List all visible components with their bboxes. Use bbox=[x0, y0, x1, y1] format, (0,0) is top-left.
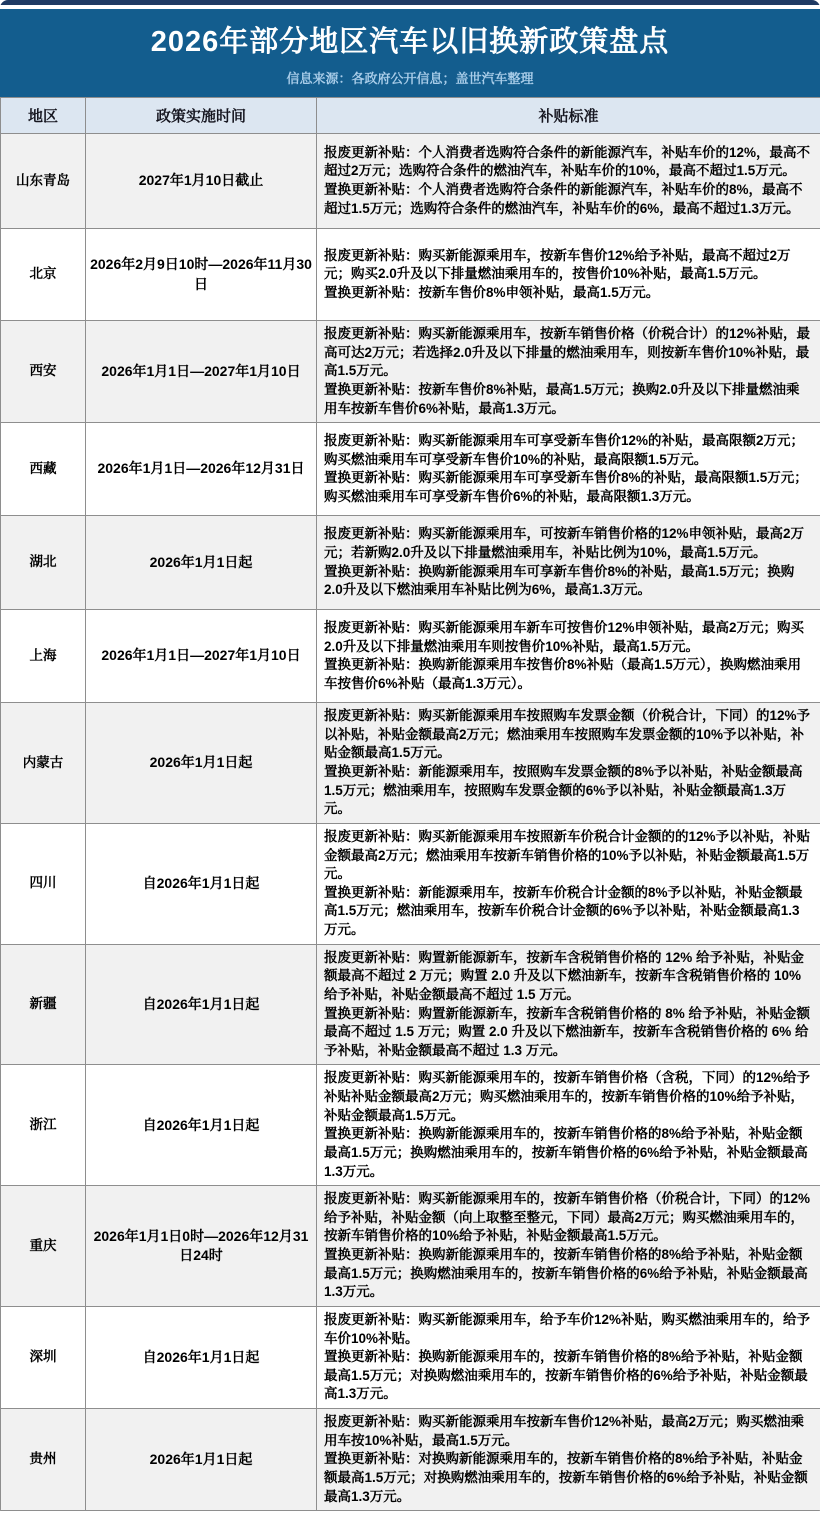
replace-subsidy-line: 置换更新补贴：新能源乘用车，按新车价税合计金额的8%予以补贴，补贴金额最高1.5万元；燃油乘用车，按新车价税合计金额的6%予以补贴，补贴金额最高1.3万元。 bbox=[324, 884, 813, 940]
header-row bbox=[1, 98, 820, 134]
replace-subsidy-line: 置换更新补贴：购买新能源乘用车可享受新车售价8%的补贴，最高限额1.5万元；购买燃油乘用车可享受新车售价6%的补贴，最高限额1.3万元。 bbox=[324, 469, 813, 506]
scrap-subsidy-line: 报废更新补贴：购买新能源乘用车按照购车发票金额（价税合计，下同）的12%予以补贴，补贴金额最高2万元；燃油乘用车按照购车发票金额的10%予以补贴，补贴金额最高1.5万元。 bbox=[324, 707, 813, 763]
table-row bbox=[1, 703, 820, 824]
region-cell: 贵州 bbox=[1, 1409, 86, 1511]
scrap-subsidy-line: 报废更新补贴：购买新能源乘用车按照新车价税合计金额的的12%予以补贴，补贴金额最高2万元；燃油乘用车按新车销售价格的10%予以补贴，补贴金额最高1.5万元。 bbox=[324, 828, 813, 884]
replace-subsidy-line: 置换更新补贴：换购新能源乘用车的，按新车销售价格的8%给予补贴，补贴金额最高1.5万元；换购燃油乘用车的，按新车销售价格的6%给予补贴，补贴金额最高1.3万元。 bbox=[324, 1246, 813, 1302]
subsidy-cell bbox=[317, 703, 820, 824]
replace-subsidy-line: 置换更新补贴：对换购新能源乘用车的，按新车销售价格的8%给予补贴，补贴金额最高1.5万元；对换购燃油乘用车的，按新车销售价格的6%给予补贴，补贴金额最高1.3万元。 bbox=[324, 1450, 813, 1506]
period-cell: 2026年1月1日起 bbox=[86, 703, 317, 824]
period-cell: 自2026年1月1日起 bbox=[86, 944, 317, 1065]
period-cell: 2026年1月1日—2027年1月10日 bbox=[86, 321, 317, 423]
table-row bbox=[1, 134, 820, 229]
region-cell: 浙江 bbox=[1, 1065, 86, 1186]
region-cell: 西藏 bbox=[1, 423, 86, 516]
subsidy-cell bbox=[317, 516, 820, 610]
replace-subsidy-line: 置换更新补贴：新能源乘用车，按照购车发票金额的8%予以补贴，补贴金额最高1.5万元；燃油乘用车，按照购车发票金额的6%予以补贴，补贴金额最高1.3万元。 bbox=[324, 763, 813, 819]
subsidy-cell bbox=[317, 134, 820, 229]
period-cell: 2026年2月9日10时—2026年11月30日 bbox=[86, 229, 317, 321]
period-cell: 2026年1月1日起 bbox=[86, 516, 317, 610]
region-cell: 西安 bbox=[1, 321, 86, 423]
region-cell: 山东青岛 bbox=[1, 134, 86, 229]
column-header-subsidy: 补贴标准 bbox=[317, 98, 820, 134]
table-row bbox=[1, 823, 820, 944]
table-row bbox=[1, 944, 820, 1065]
scrap-subsidy-line: 报废更新补贴：购买新能源乘用车新车可按售价12%申领补贴，最高2万元；购买2.0升及以下排量燃油乘用车则按售价10%补贴，最高1.5万元。 bbox=[324, 619, 813, 656]
period-cell: 2026年1月1日起 bbox=[86, 1409, 317, 1511]
page-title: 2026年部分地区汽车以旧换新政策盘点 bbox=[151, 19, 670, 60]
scrap-subsidy-line: 报废更新补贴：购买新能源乘用车，给予车价12%补贴，购买燃油乘用车的，给予车价10%补贴。 bbox=[324, 1311, 813, 1348]
table-row bbox=[1, 516, 820, 610]
period-cell: 2026年1月1日—2026年12月31日 bbox=[86, 423, 317, 516]
scrap-subsidy-line: 报废更新补贴：购买新能源乘用车的，按新车销售价格（含税，下同）的12%给予补贴补贴金额最高2万元；购买燃油乘用车的，按新车销售价格的10%给予补贴，补贴金额最高1.5万元。 bbox=[324, 1069, 813, 1125]
scrap-subsidy-line: 报废更新补贴：个人消费者选购符合条件的新能源汽车，补贴车价的12%，最高不超过2万元；选购符合条件的燃油汽车，补贴车价的10%，最高不超过1.5万元。 bbox=[324, 144, 813, 181]
period-cell: 自2026年1月1日起 bbox=[86, 1306, 317, 1408]
region-cell: 深圳 bbox=[1, 1306, 86, 1408]
scrap-subsidy-line: 报废更新补贴：购买新能源乘用车按新车售价12%补贴，最高2万元；购买燃油乘用车按10%补贴，最高1.5万元。 bbox=[324, 1413, 813, 1450]
region-cell: 上海 bbox=[1, 610, 86, 703]
subsidy-cell bbox=[317, 229, 820, 321]
replace-subsidy-line: 置换更新补贴：换购新能源乘用车的，按新车销售价格的8%给予补贴，补贴金额最高1.5万元；换购燃油乘用车的，按新车销售价格的6%给予补贴，补贴金额最高1.3万元。 bbox=[324, 1125, 813, 1181]
table-row bbox=[1, 1409, 820, 1511]
policy-table-header bbox=[1, 98, 820, 134]
table-row bbox=[1, 1065, 820, 1186]
region-cell: 内蒙古 bbox=[1, 703, 86, 824]
subsidy-cell bbox=[317, 823, 820, 944]
period-cell: 2027年1月10日截止 bbox=[86, 134, 317, 229]
title-band bbox=[0, 9, 820, 97]
subsidy-cell bbox=[317, 1409, 820, 1511]
scrap-subsidy-line: 报废更新补贴：购置新能源新车，按新车含税销售价格的 12% 给予补贴，补贴金额最高不超过 2 万元；购置 2.0 升及以下燃油新车，按新车含税销售价格的 10% 给予补贴，补贴金额最高不超过 1.5 万元。 bbox=[324, 949, 813, 1005]
period-cell: 2026年1月1日0时—2026年12月31日24时 bbox=[86, 1186, 317, 1307]
table-row bbox=[1, 1306, 820, 1408]
period-cell: 2026年1月1日—2027年1月10日 bbox=[86, 610, 317, 703]
region-cell: 四川 bbox=[1, 823, 86, 944]
table-row bbox=[1, 1186, 820, 1307]
period-cell: 自2026年1月1日起 bbox=[86, 823, 317, 944]
column-header-region: 地区 bbox=[1, 98, 86, 134]
subsidy-cell bbox=[317, 1186, 820, 1307]
subsidy-cell bbox=[317, 944, 820, 1065]
replace-subsidy-line: 置换更新补贴：购置新能源新车，按新车含税销售价格的 8% 给予补贴，补贴金额最高不超过 1.5 万元；购置 2.0 升及以下燃油新车，按新车含税销售价格的 6% 给予补贴，补贴金额最高不超过 1.3 万元。 bbox=[324, 1005, 813, 1061]
scrap-subsidy-line: 报废更新补贴：购买新能源乘用车可享受新车售价12%的补贴，最高限额2万元；购买燃油乘用车可享受新车售价10%的补贴，最高限额1.5万元。 bbox=[324, 432, 813, 469]
source-subtitle: 信息来源：各政府公开信息；盖世汽车整理 bbox=[286, 68, 533, 87]
replace-subsidy-line: 置换更新补贴：换购新能源乘用车的，按新车销售价格的8%给予补贴，补贴金额最高1.5万元；对换购燃油乘用车的，按新车销售价格的6%给予补贴，补贴金额最高1.3万元。 bbox=[324, 1348, 813, 1404]
subsidy-cell bbox=[317, 1065, 820, 1186]
replace-subsidy-line: 置换更新补贴：换购新能源乘用车可享新车售价8%的补贴，最高1.5万元；换购2.0升及以下燃油乘用车补贴比例为6%，最高1.3万元。 bbox=[324, 563, 813, 600]
policy-table bbox=[0, 97, 820, 1511]
policy-table-body bbox=[1, 134, 820, 1511]
scrap-subsidy-line: 报废更新补贴：购买新能源乘用车，按新车销售价格（价税合计）的12%补贴，最高可达2万元；若选择2.0升及以下排量的燃油乘用车，则按新车售价10%补贴，最高1.5万元。 bbox=[324, 325, 813, 381]
subsidy-cell bbox=[317, 1306, 820, 1408]
table-row bbox=[1, 423, 820, 516]
scrap-subsidy-line: 报废更新补贴：购买新能源乘用车，按新车售价12%给予补贴，最高不超过2万元；购买2.0升及以下排量燃油乘用车的，按售价10%补贴，最高1.5万元。 bbox=[324, 247, 813, 284]
region-cell: 湖北 bbox=[1, 516, 86, 610]
region-cell: 重庆 bbox=[1, 1186, 86, 1307]
subsidy-cell bbox=[317, 610, 820, 703]
table-row bbox=[1, 321, 820, 423]
replace-subsidy-line: 置换更新补贴：个人消费者选购符合条件的新能源汽车，补贴车价的8%，最高不超过1.5万元；选购符合条件的燃油汽车，补贴车价的6%，最高不超过1.3万元。 bbox=[324, 181, 813, 218]
replace-subsidy-line: 置换更新补贴：换购新能源乘用车按售价8%补贴（最高1.5万元），换购燃油乘用车按售价6%补贴（最高1.3万元）。 bbox=[324, 656, 813, 693]
region-cell: 新疆 bbox=[1, 944, 86, 1065]
scrap-subsidy-line: 报废更新补贴：购买新能源乘用车的，按新车销售价格（价税合计，下同）的12%给予补贴，补贴金额（向上取整至整元，下同）最高2万元；购买燃油乘用车的，按新车销售价格的10%给予补贴，补贴金额最高1.5万元。 bbox=[324, 1190, 813, 1246]
table-row bbox=[1, 610, 820, 703]
subsidy-cell bbox=[317, 423, 820, 516]
scrap-subsidy-line: 报废更新补贴：购买新能源乘用车，可按新车销售价格的12%申领补贴，最高2万元；若新购2.0升及以下排量燃油乘用车，补贴比例为10%，最高1.5万元。 bbox=[324, 525, 813, 562]
table-row bbox=[1, 229, 820, 321]
replace-subsidy-line: 置换更新补贴：按新车售价8%申领补贴，最高1.5万元。 bbox=[324, 284, 813, 303]
region-cell: 北京 bbox=[1, 229, 86, 321]
column-header-period: 政策实施时间 bbox=[86, 98, 317, 134]
subsidy-cell bbox=[317, 321, 820, 423]
period-cell: 自2026年1月1日起 bbox=[86, 1065, 317, 1186]
replace-subsidy-line: 置换更新补贴：按新车售价8%补贴，最高1.5万元；换购2.0升及以下排量燃油乘用车按新车售价6%补贴，最高1.3万元。 bbox=[324, 381, 813, 418]
